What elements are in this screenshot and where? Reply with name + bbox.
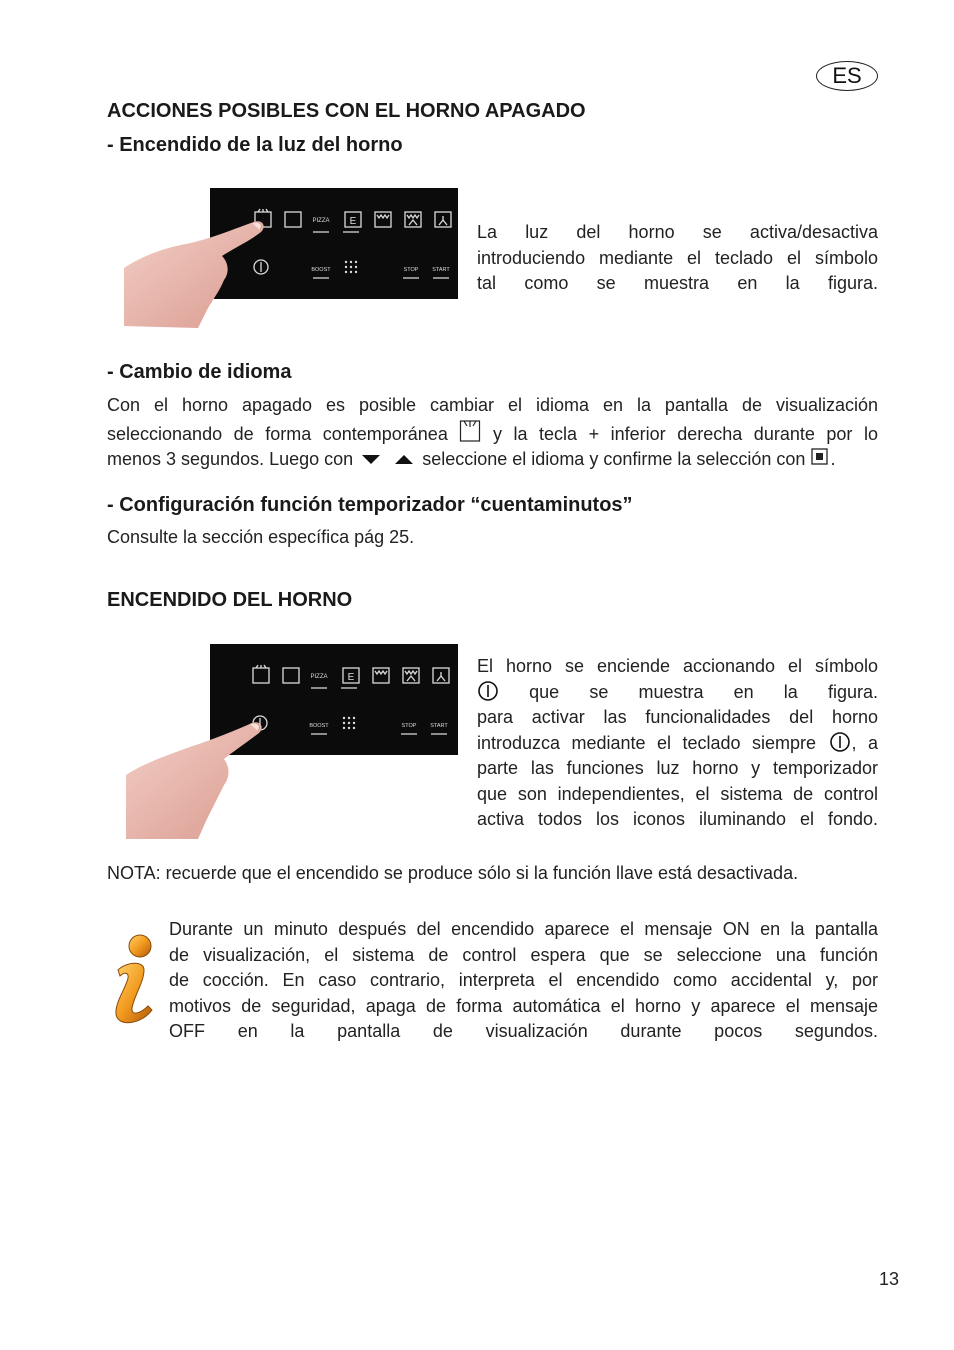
text-line: de cocción. En caso contrario, interpreta el encendido como accidental y, por <box>169 970 878 990</box>
stop-key-label: STOP <box>401 723 417 729</box>
text-segment: menos 3 segundos. Luego con <box>107 449 354 469</box>
text-segment: seleccione el idioma y confirme la selección con <box>422 449 806 469</box>
text-line: que son independientes, el sistema de control <box>477 783 878 804</box>
text-line: parte las funciones luz horno y temporizador <box>477 758 878 778</box>
text-line <box>477 731 878 757</box>
boost-key-label: BOOST <box>311 267 331 273</box>
text-line: El horno se enciende accionando el símbolo <box>477 656 878 676</box>
light-description <box>477 220 878 297</box>
text-segment: . <box>830 449 836 469</box>
text-line: OFF en la pantalla de visualización durante pocos segundos. <box>169 1021 878 1041</box>
oven-light-icon <box>459 419 481 443</box>
arrow-down-icon <box>358 452 388 466</box>
info-icon <box>104 930 164 1030</box>
subsection-title-light: - Encendido de la luz del horno <box>107 134 403 156</box>
pizza-key-label: PIZZA <box>312 218 330 224</box>
page-number: 13 <box>879 1269 900 1289</box>
section-title-off-actions: ACCIONES POSIBLES CON EL HORNO APAGADO <box>107 100 586 122</box>
text-line: Durante un minuto después del encendido aparece el mensaje ON en la pantalla <box>169 919 878 939</box>
text-line: para activar las funcionalidades del horno <box>477 707 878 727</box>
power-icon <box>477 680 499 702</box>
text-line: Con el horno apagado es posible cambiar el idioma en la pantalla de visualización <box>107 395 878 415</box>
text-segment: seleccionando de forma contemporánea <box>107 423 448 444</box>
control-panel-figure-power <box>126 643 460 841</box>
arrow-up-icon <box>393 452 417 466</box>
pizza-key-label: PIZZA <box>310 674 328 680</box>
text-line <box>477 680 878 706</box>
text-line: motivos de seguridad, apaga de forma automática el horno y aparece el mensaje <box>169 995 878 1016</box>
control-panel-figure-light <box>124 186 460 328</box>
text-line: tal como se muestra en la figura. <box>477 273 878 293</box>
text-line <box>107 447 878 473</box>
text-line: Consulte la sección específica pág 25. <box>107 527 415 547</box>
e-key-label: E <box>349 216 357 227</box>
text-segment: introduzca mediante el teclado siempre <box>477 732 817 753</box>
info-text <box>169 917 878 1045</box>
text-line: activa todos los iconos iluminando el fondo. <box>477 809 878 829</box>
language-description <box>107 393 878 473</box>
e-key-label: E <box>347 672 355 683</box>
note-text: NOTA: recuerde que el encendido se produce sólo si la función llave está desactivada. <box>107 863 799 883</box>
start-key-label: START <box>430 723 448 729</box>
text-segment: que se muestra en la figura. <box>529 681 878 702</box>
section-title-power-on: ENCENDIDO DEL HORNO <box>107 589 353 611</box>
subsection-title-timer: - Configuración función temporizador “cuentaminutos” <box>107 494 633 516</box>
text-line: La luz del horno se activa/desactiva <box>477 222 878 242</box>
power-icon <box>828 731 852 753</box>
confirm-e-icon <box>810 447 830 467</box>
hand-pointing-icon <box>126 643 286 841</box>
language-badge: ES <box>816 61 878 91</box>
subsection-title-language: - Cambio de idioma <box>107 361 292 383</box>
stop-key-label: STOP <box>403 267 419 273</box>
text-line: introduciendo mediante el teclado el símbolo <box>477 247 878 268</box>
text-line: de visualización, el sistema de control espera que se seleccione una función <box>169 944 878 965</box>
boost-key-label: BOOST <box>309 723 329 729</box>
hand-pointing-icon <box>124 186 284 328</box>
text-segment: , a <box>851 732 878 753</box>
text-line <box>107 419 878 448</box>
power-on-description <box>477 654 878 833</box>
start-key-label: START <box>432 267 450 273</box>
text-segment: y la tecla + inferior derecha durante por lo <box>492 423 878 444</box>
timer-description <box>107 525 878 551</box>
